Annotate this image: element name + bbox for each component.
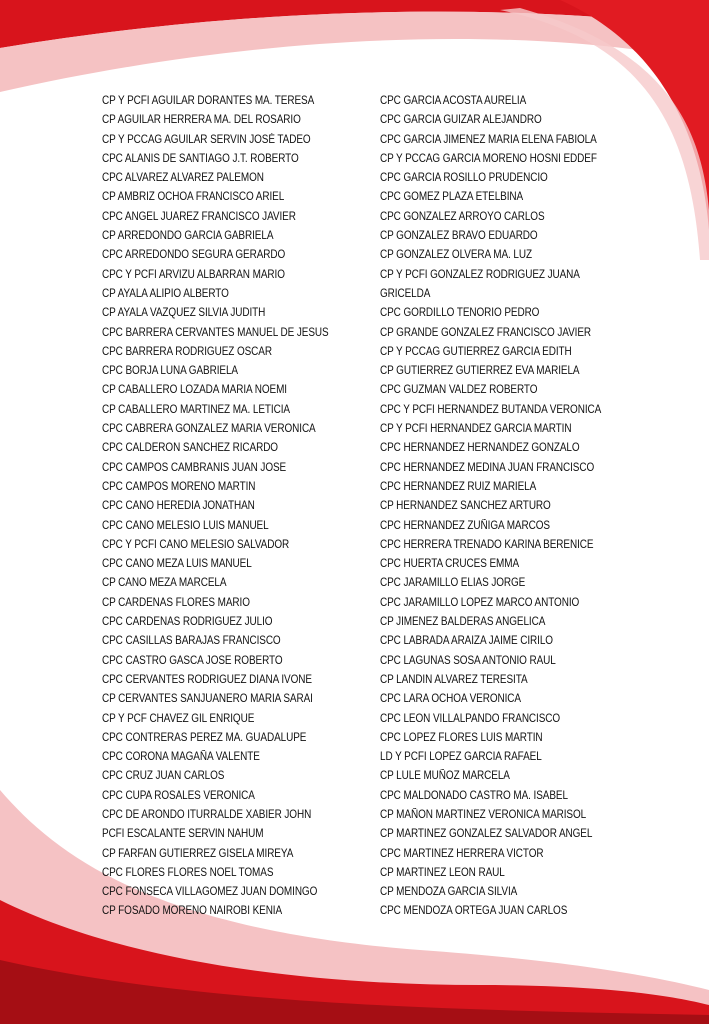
member-name: CPC FONSECA VILLAGOMEZ JUAN DOMINGO: [102, 885, 318, 899]
member-name: CPC CRUZ JUAN CARLOS: [102, 769, 225, 783]
member-name: CPC MENDOZA ORTEGA JUAN CARLOS: [380, 904, 568, 918]
member-name: CPC HERNANDEZ ZUÑIGA MARCOS: [380, 518, 550, 532]
member-name: CPC DE ARONDO ITURRALDE XABIER JOHN: [102, 807, 312, 821]
member-name: CPC CABRERA GONZALEZ MARIA VERONICA: [102, 422, 316, 436]
member-list-left: [102, 91, 377, 921]
member-name: CPC CANO MELESIO LUIS MANUEL: [102, 518, 269, 532]
member-name: CP Y PCFI AGUILAR DORANTES MA. TERESA: [102, 94, 315, 107]
member-name: CPC CANO MEZA LUIS MANUEL: [102, 557, 252, 571]
member-name: CPC Y PCFI ARVIZU ALBARRAN MARIO: [102, 267, 285, 281]
member-name: CPC Y PCFI CANO MELESIO SALVADOR: [102, 537, 290, 551]
member-name: CP AGUILAR HERRERA MA. DEL ROSARIO: [102, 113, 301, 127]
member-name: CPC HERRERA TRENADO KARINA BERENICE: [380, 537, 594, 551]
member-name: LD Y PCFI LOPEZ GARCIA RAFAEL: [380, 750, 542, 764]
member-name: CPC MARTINEZ HERRERA VICTOR: [380, 846, 544, 860]
member-name: CPC ANGEL JUAREZ FRANCISCO JAVIER: [102, 209, 296, 223]
member-name: CP AYALA ALIPIO ALBERTO: [102, 286, 229, 300]
member-name: CP Y PCFI GONZALEZ RODRIGUEZ JUANA: [380, 267, 580, 281]
member-name: CP MENDOZA GARCIA SILVIA: [380, 885, 518, 899]
member-name: CP CARDENAS FLORES MARIO: [102, 595, 250, 609]
member-name: CPC LABRADA ARAIZA JAIME CIRILO: [380, 634, 553, 648]
member-name: CPC CASTRO GASCA JOSE ROBERTO: [102, 653, 283, 667]
member-name: CPC HERNANDEZ RUIZ MARIELA: [380, 479, 537, 493]
member-name: CP Y PCF CHAVEZ GIL ENRIQUE: [102, 711, 255, 725]
member-name: CPC GONZALEZ ARROYO CARLOS: [380, 209, 545, 223]
member-name: CPC BARRERA RODRIGUEZ OSCAR: [102, 344, 272, 358]
member-name: CP FOSADO MORENO NAIROBI KENIA: [102, 904, 283, 918]
member-name: CP MAÑON MARTINEZ VERONICA MARISOL: [380, 807, 587, 821]
member-name: CPC BARRERA CERVANTES MANUEL DE JESUS: [102, 325, 329, 339]
member-name: CPC GARCIA ROSILLO PRUDENCIO: [380, 171, 548, 185]
member-name: CPC GOMEZ PLAZA ETELBINA: [380, 190, 524, 204]
member-name: CP AMBRIZ OCHOA FRANCISCO ARIEL: [102, 190, 285, 204]
member-name: CP Y PCCAG GUTIERREZ GARCIA EDITH: [380, 344, 572, 358]
member-name: CPC Y PCFI HERNANDEZ BUTANDA VERONICA: [380, 402, 602, 416]
member-name: CPC FLORES FLORES NOEL TOMAS: [102, 865, 274, 879]
member-name: CP GONZALEZ BRAVO EDUARDO: [380, 229, 538, 243]
member-name: CP CERVANTES SANJUANERO MARIA SARAI: [102, 692, 313, 706]
member-name: CPC JARAMILLO ELIAS JORGE: [380, 576, 526, 590]
member-name: CP JIMENEZ BALDERAS ANGELICA: [380, 615, 546, 629]
member-name: CP LULE MUÑOZ MARCELA: [380, 769, 510, 783]
member-name: CPC GARCIA ACOSTA AURELIA: [380, 94, 527, 107]
member-name: CP HERNANDEZ SANCHEZ ARTURO: [380, 499, 551, 513]
member-name: CP CABALLERO LOZADA MARIA NOEMI: [102, 383, 287, 397]
member-name: CPC LOPEZ FLORES LUIS MARTIN: [380, 730, 543, 744]
member-name: CP AYALA VAZQUEZ SILVIA JUDITH: [102, 306, 266, 320]
member-name: CPC CUPA ROSALES VERONICA: [102, 788, 255, 802]
member-name: CP MARTINEZ GONZALEZ SALVADOR ANGEL: [380, 827, 593, 841]
member-name: CPC HUERTA CRUCES EMMA: [380, 557, 520, 571]
member-name: CPC CORONA MAGAÑA VALENTE: [102, 750, 260, 764]
member-name: CP ARREDONDO GARCIA GABRIELA: [102, 229, 274, 243]
member-name: CPC ALVAREZ ALVAREZ PALEMON: [102, 171, 264, 185]
member-name: CP MARTINEZ LEON RAUL: [380, 865, 505, 879]
member-name: CPC LAGUNAS SOSA ANTONIO RAUL: [380, 653, 556, 667]
member-name: CPC CAMPOS MORENO MARTIN: [102, 479, 256, 493]
member-name: CPC ALANIS DE SANTIAGO J.T. ROBERTO: [102, 151, 299, 165]
member-name: CPC LARA OCHOA VERONICA: [380, 692, 521, 706]
member-name: CPC ARREDONDO SEGURA GERARDO: [102, 248, 286, 262]
member-name: CPC CERVANTES RODRIGUEZ DIANA IVONE: [102, 672, 312, 686]
member-name: CPC JARAMILLO LOPEZ MARCO ANTONIO: [380, 595, 580, 609]
member-name: CP Y PCCAG GARCIA MORENO HOSNI EDDEF: [380, 151, 597, 165]
member-name: CPC CAMPOS CAMBRANIS JUAN JOSE: [102, 460, 287, 474]
member-name: CP GRANDE GONZALEZ FRANCISCO JAVIER: [380, 325, 592, 339]
member-name: CPC GORDILLO TENORIO PEDRO: [380, 306, 540, 320]
member-name: CP GONZALEZ OLVERA MA. LUZ: [380, 248, 532, 262]
member-name: CP Y PCCAG AGUILAR SERVIN JOSÉ TADEO: [102, 132, 311, 146]
member-name: CP GUTIERREZ GUTIERREZ EVA MARIELA: [380, 364, 580, 378]
member-name: CP CABALLERO MARTINEZ MA. LETICIA: [102, 402, 290, 416]
member-name: CPC HERNANDEZ HERNANDEZ GONZALO: [380, 441, 580, 455]
member-name: CPC GUZMAN VALDEZ ROBERTO: [380, 383, 538, 397]
member-name: CPC CALDERON SANCHEZ RICARDO: [102, 441, 278, 455]
member-name: CPC GARCIA JIMENEZ MARIA ELENA FABIOLA: [380, 132, 597, 146]
member-name: CP FARFAN GUTIERREZ GISELA MIREYA: [102, 846, 294, 860]
member-name: CPC CARDENAS RODRIGUEZ JULIO: [102, 615, 273, 629]
member-name: CPC CASILLAS BARAJAS FRANCISCO: [102, 634, 281, 648]
member-name: GRICELDA: [380, 286, 431, 300]
member-name: CP LANDIN ALVAREZ TERESITA: [380, 672, 528, 686]
member-name: CPC CANO HEREDIA JONATHAN: [102, 499, 255, 513]
member-name: CP CANO MEZA MARCELA: [102, 576, 227, 590]
member-name: CPC LEON VILLALPANDO FRANCISCO: [380, 711, 561, 725]
member-name: CPC MALDONADO CASTRO MA. ISABEL: [380, 788, 568, 802]
member-name: CPC BORJA LUNA GABRIELA: [102, 364, 239, 378]
member-name: PCFI ESCALANTE SERVIN NAHUM: [102, 827, 264, 841]
member-name: CPC CONTRERAS PEREZ MA. GUADALUPE: [102, 730, 307, 744]
member-name: CP Y PCFI HERNANDEZ GARCIA MARTIN: [380, 422, 572, 436]
member-list-right: [380, 91, 680, 921]
member-name: CPC GARCIA GUIZAR ALEJANDRO: [380, 113, 542, 127]
member-name: CPC HERNANDEZ MEDINA JUAN FRANCISCO: [380, 460, 595, 474]
